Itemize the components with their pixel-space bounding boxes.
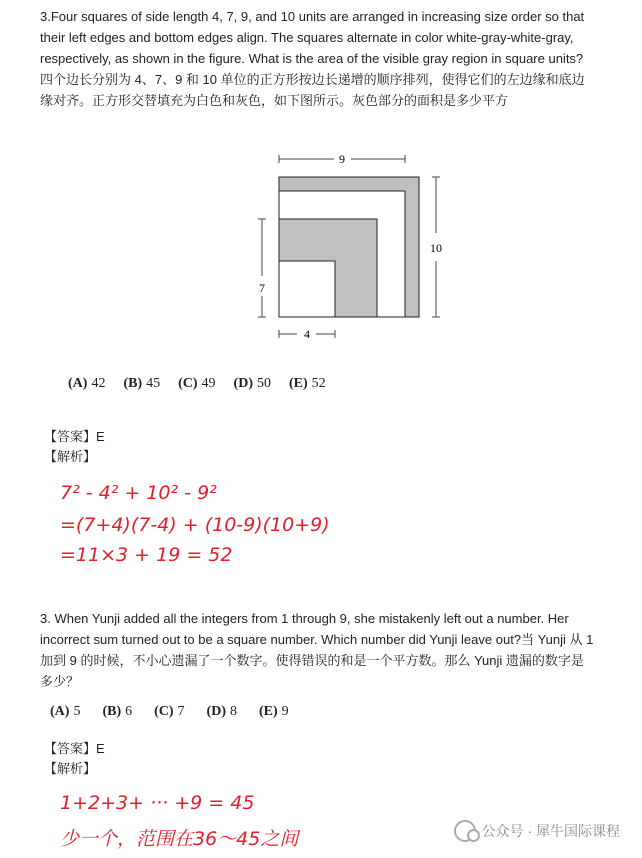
watermark-text: 公众号 · 犀牛国际课程 <box>481 823 620 839</box>
choice-b[interactable]: (B) 6 <box>102 704 133 719</box>
label-top-9: 9 <box>339 152 345 166</box>
choice-d[interactable]: (D) 8 <box>206 704 237 719</box>
choice-c[interactable]: (C) 49 <box>178 376 216 391</box>
problem-2-choices <box>50 704 289 720</box>
wechat-icon <box>454 820 476 842</box>
problem-1-answer: 【答案】E <box>44 429 105 444</box>
problem-1-text: 3.Four squares of side length 4, 7, 9, and 10 units are arranged in increasing size order so that their left edges and bottom edges align. The squares alternate in color white-gray-white-gray, respectively, as shown in the figure. What is the area of the visible gray region in square units?四个边长分别为 4、7、9 和 10 单位的正方形按边长递增的顺序排列，使得它们的左边缘和底边缘对齐。正方形交替填充为白色和灰色，如下图所示。灰色部分的面积是多少平方 <box>40 9 585 108</box>
problem-1-analysis-label: 【解析】 <box>44 449 97 464</box>
choice-a[interactable]: (A) 5 <box>50 704 81 719</box>
handwriting-line-3: =11×3 + 19 = 52 <box>60 544 233 566</box>
label-bottom-4: 4 <box>304 327 310 341</box>
choice-c[interactable]: (C) 7 <box>154 704 185 719</box>
label-left-7: 7 <box>259 281 265 295</box>
choice-b[interactable]: (B) 45 <box>123 376 161 391</box>
problem-1-choices <box>68 376 326 392</box>
handwriting-line-5: 少一个，范围在36～45之间 <box>60 828 299 850</box>
choice-e[interactable]: (E) 52 <box>288 376 326 391</box>
squares-figure <box>250 148 450 348</box>
choice-a[interactable]: (A) 42 <box>68 376 106 391</box>
problem-2-text: 3. When Yunji added all the integers from 1 through 9, she mistakenly left out a number. Her incorrect sum turned out to be a square number. Which number did Yunji leave out?当 Yunji 从 1 加到 9 的时候，不小心遗漏了一个数字。使得错误的和是一个平方数。那么 Yunji 遗漏的数字是多少？ <box>40 611 594 689</box>
handwriting-line-4: 1+2+3+ ··· +9 = 45 <box>60 792 255 814</box>
choice-d[interactable]: (D) 50 <box>233 376 271 391</box>
label-right-10: 10 <box>430 241 442 255</box>
watermark <box>454 820 620 842</box>
problem-2-analysis-label: 【解析】 <box>44 761 97 776</box>
handwriting-line-2: =(7+4)(7-4) + (10-9)(10+9) <box>60 514 330 536</box>
handwriting-line-1: 7² - 4² + 10² - 9² <box>60 482 217 504</box>
choice-e[interactable]: (E) 9 <box>258 704 289 719</box>
square-4-white <box>279 261 335 317</box>
problem-2-answer: 【答案】E <box>44 741 105 756</box>
